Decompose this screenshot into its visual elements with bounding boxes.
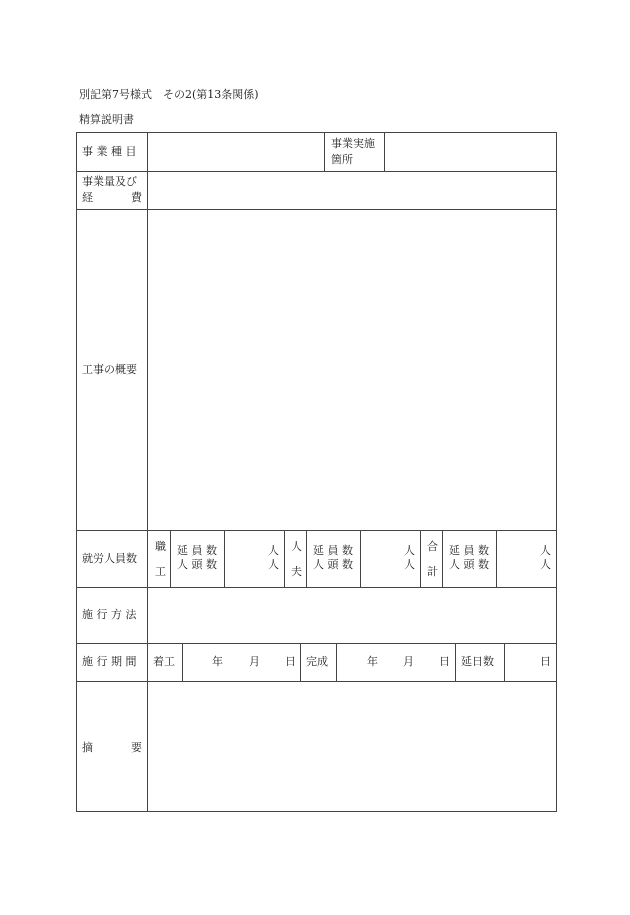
total-total-persons-label: 延 員 数: [449, 544, 489, 557]
period-completion-month: 月: [403, 655, 414, 668]
laborer-headcount-label: 人 頭 数: [313, 558, 353, 571]
total-total-persons-unit: 人: [540, 544, 551, 557]
cell-divider: [455, 643, 456, 681]
total-headcount-label: 人 頭 数: [449, 558, 489, 571]
laborer-headcount-unit: 人: [404, 558, 415, 571]
cell-divider: [336, 643, 337, 681]
row-divider: [76, 681, 557, 682]
craftsman-total-persons-unit: 人: [268, 544, 279, 557]
cell-divider: [324, 132, 325, 171]
craftsman-label-top: 職: [155, 540, 166, 553]
cell-divider: [224, 530, 225, 587]
label-volume-cost-2a: 経: [82, 191, 93, 204]
cell-divider: [170, 530, 171, 587]
cell-divider: [182, 643, 183, 681]
cell-divider: [420, 530, 421, 587]
row-divider: [76, 209, 557, 210]
period-start-label: 着工: [153, 655, 175, 668]
label-volume-cost: 事業量及び: [82, 175, 137, 188]
form-reference: 別記第7号様式 その2(第13条関係): [79, 88, 259, 101]
label-project-location: 事業実施: [331, 137, 375, 150]
settlement-form: [76, 132, 557, 812]
row-divider: [76, 171, 557, 172]
row-divider: [76, 587, 557, 588]
label-remarks-left: 摘: [82, 741, 93, 754]
laborer-total-persons-label: 延 員 数: [313, 544, 353, 557]
row-divider: [76, 530, 557, 531]
label-period: 施 行 期 間: [82, 655, 137, 668]
label-work-overview: 工事の概要: [82, 363, 137, 376]
period-start-day: 日: [285, 655, 296, 668]
label-project-location-2: 箇所: [331, 153, 353, 166]
total-headcount-unit: 人: [540, 558, 551, 571]
cell-divider: [442, 530, 443, 587]
label-method: 施 行 方 法: [82, 608, 137, 621]
craftsman-headcount-unit: 人: [268, 558, 279, 571]
cell-divider: [306, 530, 307, 587]
period-total-days-unit: 日: [540, 655, 551, 668]
cell-divider: [300, 643, 301, 681]
page-title: 精算説明書: [79, 113, 134, 126]
craftsman-label-bottom: 工: [155, 565, 166, 578]
craftsman-total-persons-label: 延 員 数: [177, 544, 217, 557]
period-completion-label: 完成: [306, 655, 328, 668]
cell-divider: [360, 530, 361, 587]
laborer-total-persons-unit: 人: [404, 544, 415, 557]
period-total-days-label: 延日数: [461, 655, 494, 668]
period-start-year: 年: [212, 655, 223, 668]
period-start-month: 月: [249, 655, 260, 668]
label-volume-cost-2b: 費: [131, 191, 142, 204]
cell-divider: [384, 132, 385, 171]
period-completion-year: 年: [367, 655, 378, 668]
total-label-bottom: 計: [427, 565, 438, 578]
craftsman-headcount-label: 人 頭 数: [177, 558, 217, 571]
cell-divider: [496, 530, 497, 587]
label-project-type: 事 業 種 目: [82, 145, 137, 158]
label-column-divider: [147, 132, 148, 812]
label-remarks-right: 要: [131, 741, 142, 754]
cell-divider: [284, 530, 285, 587]
cell-divider: [504, 643, 505, 681]
laborer-label-bottom: 夫: [291, 565, 302, 578]
row-divider: [76, 643, 557, 644]
total-label-top: 合: [427, 540, 438, 553]
label-workers: 就労人員数: [82, 552, 137, 565]
period-completion-day: 日: [439, 655, 450, 668]
laborer-label-top: 人: [291, 540, 302, 553]
